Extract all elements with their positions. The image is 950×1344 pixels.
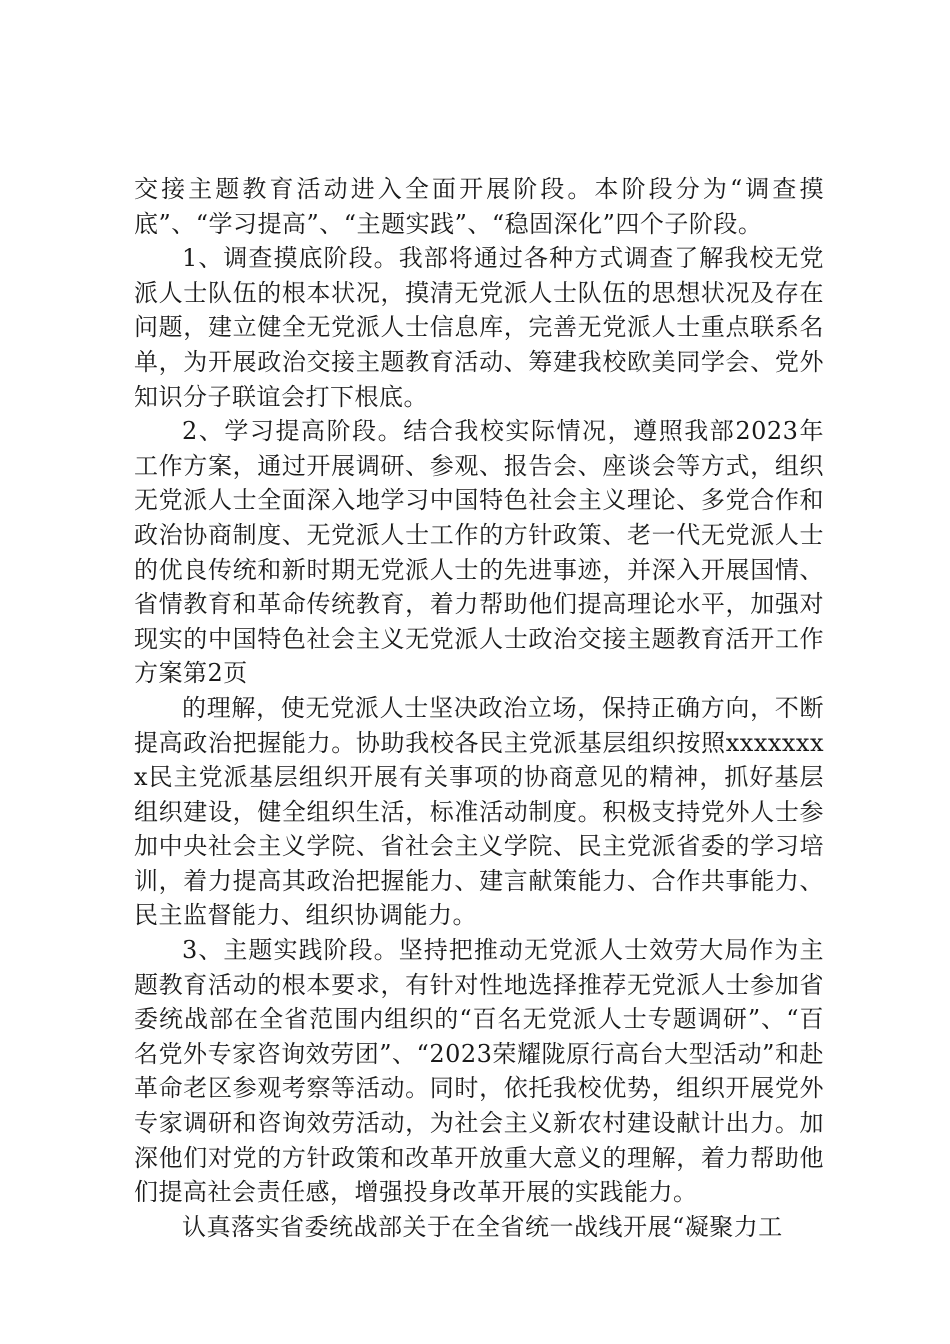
document-body [134, 172, 824, 1244]
paragraph-stage-3: 3、主题实践阶段。坚持把推动无党派人士效劳大局作为主题教育活动的根本要求，有针对性地选择推荐无党派人士参加省委统战部在全省范围内组织的“百名无党派人士专题调研”、“百名党外专家咨询效劳团”、“2023荣耀陇原行高台大型活动”和赴革命老区参观考察等活动。同时，依托我校优势，组织开展党外专家调研和咨询效劳活动，为社会主义新农村建设献计出力。加深他们对党的方针政策和改革开放重大意义的理解，着力帮助他们提高社会责任感，增强投身改革开展的实践能力。 [134, 936, 824, 1207]
paragraph-stage-1: 1、调查摸底阶段。我部将通过各种方式调查了解我校无党派人士队伍的根本状况，摸清无党派人士队伍的思想状况及存在问题，建立健全无党派人士信息库，完善无党派人士重点联系名单，为开展政治交接主题教育活动、筹建我校欧美同学会、党外知识分子联谊会打下根底。 [134, 244, 824, 411]
paragraph-intro: 交接主题教育活动进入全面开展阶段。本阶段分为“调查摸底”、“学习提高”、“主题实践”、“稳固深化”四个子阶段。 [134, 175, 824, 238]
paragraph-stage-2-continued: 的理解，使无党派人士坚决政治立场，保持正确方向，不断提高政治把握能力。协助我校各民主党派基层组织按照xxxxxxxx民主党派基层组织开展有关事项的协商意见的精神，抓好基层组织建设，健全组织生活，标准活动制度。积极支持党外人士参加中央社会主义学院、省社会主义学院、民主党派省委的学习培训，着力提高其政治把握能力、建言献策能力、合作共事能力、民主监督能力、组织协调能力。 [134, 693, 824, 930]
paragraph-closing: 认真落实省委统战部关于在全省统一战线开展“凝聚力工 [182, 1212, 783, 1241]
paragraph-stage-2: 2、学习提高阶段。结合我校实际情况，遵照我部2023年工作方案，通过开展调研、参观、报告会、座谈会等方式，组织无党派人士全面深入地学习中国特色社会主义理论、多党合作和政治协商制度、无党派人士工作的方针政策、老一代无党派人士的优良传统和新时期无党派人士的先进事迹，并深入开展国情、省情教育和革命传统教育，着力帮助他们提高理论水平，加强对现实的中国特色社会主义无党派人士政治交接主题教育活开工作方案第2页 [134, 417, 824, 688]
